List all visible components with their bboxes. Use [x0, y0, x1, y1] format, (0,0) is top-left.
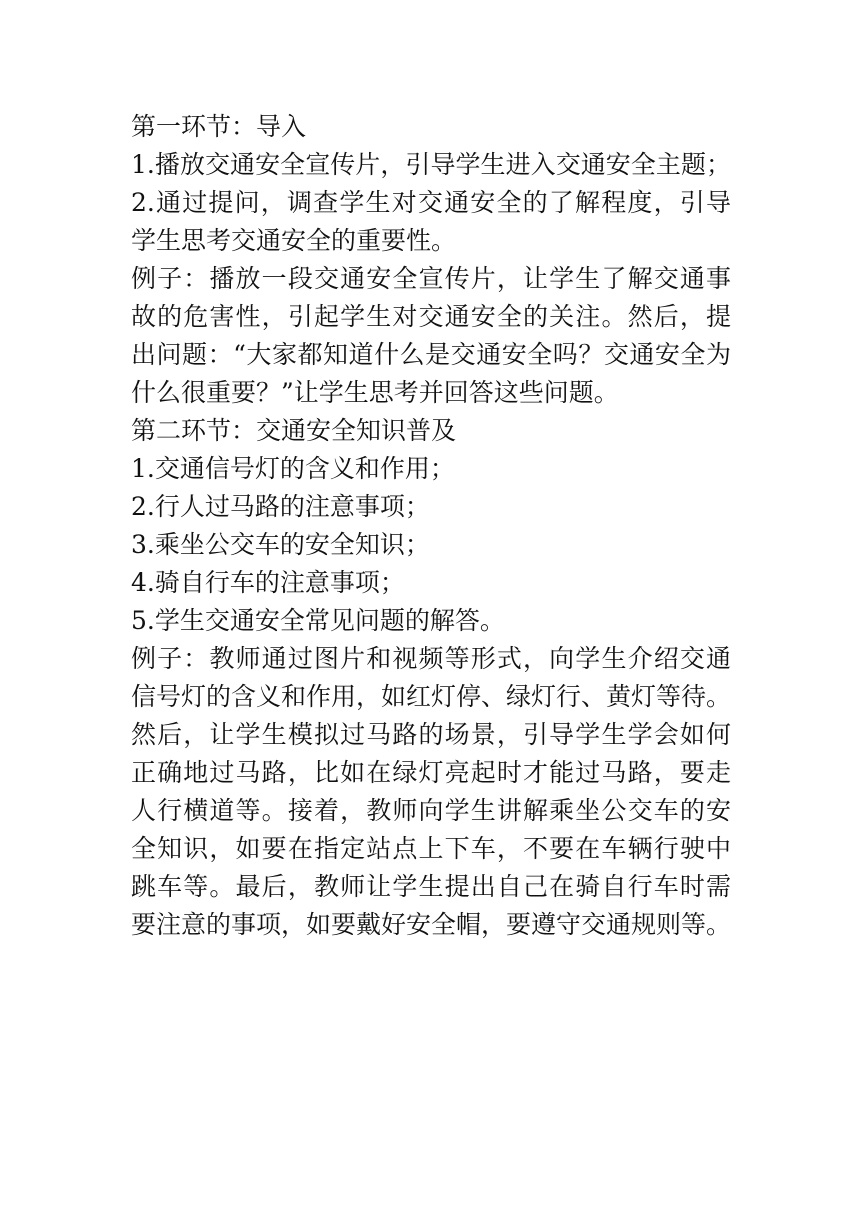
document-body: [131, 108, 731, 944]
list-item: 4.骑自行车的注意事项；: [131, 568, 405, 597]
paragraph-line: 跳车等。最后，教师让学生提出自己在骑自行车时需: [131, 872, 731, 901]
section-heading-2: 第二环节：交通安全知识普及: [131, 416, 457, 445]
list-item: 1.交通信号灯的含义和作用；: [131, 454, 455, 483]
paragraph-line: 出问题：“大家都知道什么是交通安全吗？交通安全为: [131, 340, 731, 369]
paragraph-line: 信号灯的含义和作用，如红灯停、绿灯行、黄灯等待。: [131, 682, 732, 711]
paragraph-line: 正确地过马路，比如在绿灯亮起时才能过马路，要走: [131, 758, 731, 787]
paragraph-line: 什么很重要？”让学生思考并回答这些问题。: [131, 378, 619, 407]
list-item: 5.学生交通安全常见问题的解答。: [131, 606, 505, 635]
list-item: 1.播放交通安全宣传片，引导学生进入交通安全主题；: [131, 150, 731, 179]
list-item: 3.乘坐公交车的安全知识；: [131, 530, 430, 559]
paragraph-line: 人行横道等。接着，教师向学生讲解乘坐公交车的安: [131, 796, 731, 825]
paragraph-line: 学生思考交通安全的重要性。: [131, 226, 457, 255]
section-heading-1: 第一环节：导入: [131, 112, 307, 141]
list-item: 2.行人过马路的注意事项；: [131, 492, 430, 521]
paragraph-line: 例子：教师通过图片和视频等形式，向学生介绍交通: [131, 644, 731, 673]
paragraph-line: 然后，让学生模拟过马路的场景，引导学生学会如何: [131, 720, 731, 749]
list-item: 2.通过提问，调查学生对交通安全的了解程度，引导: [131, 188, 731, 217]
paragraph-line: 要注意的事项，如要戴好安全帽，要遵守交通规则等。: [131, 910, 732, 939]
paragraph-line: 故的危害性，引起学生对交通安全的关注。然后，提: [131, 302, 731, 331]
paragraph-line: 全知识，如要在指定站点上下车，不要在车辆行驶中: [131, 834, 731, 863]
paragraph-line: 例子：播放一段交通安全宣传片，让学生了解交通事: [131, 264, 731, 293]
